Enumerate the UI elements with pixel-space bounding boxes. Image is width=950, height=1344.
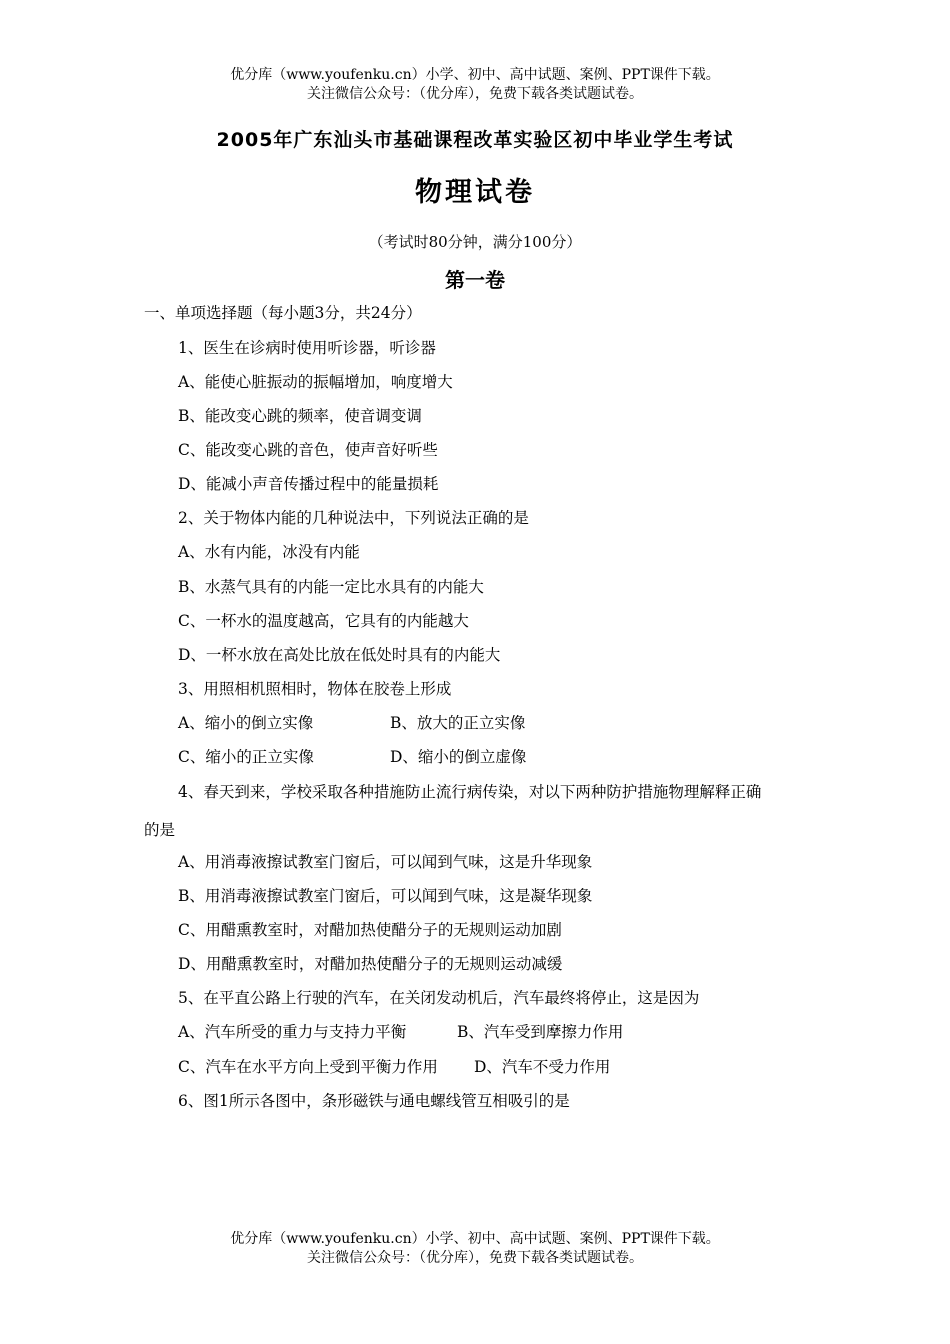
- question-2-stem: 2、关于物体内能的几种说法中，下列说法正确的是: [178, 509, 529, 527]
- question-4-option-a: A、用消毒液擦试教室门窗后，可以闻到气味，这是升华现象: [178, 853, 593, 871]
- question-1-option-b: B、能改变心跳的频率，使音调变调: [178, 407, 422, 425]
- question-1-stem: 1、医生在诊病时使用听诊器，听诊器: [178, 339, 436, 357]
- question-4-stem: 4、春天到来，学校采取各种措施防止流行病传染，对以下两种防护措施物理解释正确: [178, 783, 762, 801]
- question-3-stem: 3、用照相机照相时，物体在胶卷上形成: [178, 680, 452, 698]
- question-5-option-a: A、汽车所受的重力与支持力平衡: [178, 1023, 407, 1041]
- header-line-2: 关注微信公众号：（优分库），免费下载各类试题试卷。: [307, 86, 643, 102]
- exam-title: 2005年广东汕头市基础课程改革实验区初中毕业学生考试: [216, 129, 734, 151]
- page-header: [0, 66, 950, 104]
- question-3-option-b: B、放大的正立实像: [390, 714, 526, 732]
- question-3-option-a: A、缩小的倒立实像: [178, 714, 314, 732]
- question-4-stem-continued: 的是: [144, 821, 176, 839]
- time-note: （考试时80分钟，满分100分）: [368, 233, 582, 251]
- question-5-option-c: C、汽车在水平方向上受到平衡力作用: [178, 1058, 438, 1076]
- volume-heading: 第一卷: [445, 268, 505, 292]
- question-5-option-b: B、汽车受到摩擦力作用: [457, 1023, 624, 1041]
- question-4-option-d: D、用醋熏教室时，对醋加热使醋分子的无规则运动减缓: [178, 955, 563, 973]
- question-2-option-c: C、一杯水的温度越高，它具有的内能越大: [178, 612, 469, 630]
- question-4-option-c: C、用醋熏教室时，对醋加热使醋分子的无规则运动加剧: [178, 921, 562, 939]
- question-2-option-d: D、一杯水放在高处比放在低处时具有的内能大: [178, 646, 501, 664]
- footer-line-2: 关注微信公众号：（优分库），免费下载各类试题试卷。: [307, 1250, 643, 1266]
- question-1-option-d: D、能减小声音传播过程中的能量损耗: [178, 475, 439, 493]
- question-3-option-d: D、缩小的倒立虚像: [390, 748, 527, 766]
- footer-line-1: 优分库（www.youfenku.cn）小学、初中、高中试题、案例、PPT课件下载。: [230, 1231, 720, 1247]
- question-5-stem: 5、在平直公路上行驶的汽车，在关闭发动机后，汽车最终将停止，这是因为: [178, 989, 700, 1007]
- question-4-option-b: B、用消毒液擦试教室门窗后，可以闻到气味，这是凝华现象: [178, 887, 593, 905]
- question-1-option-a: A、能使心脏振动的振幅增加，响度增大: [178, 373, 453, 391]
- question-2-option-b: B、水蒸气具有的内能一定比水具有的内能大: [178, 578, 484, 596]
- subject-title: 物理试卷: [415, 177, 535, 208]
- question-1-option-c: C、能改变心跳的音色，使声音好听些: [178, 441, 438, 459]
- page-footer: [0, 1230, 950, 1268]
- question-6-stem: 6、图1所示各图中，条形磁铁与通电螺线管互相吸引的是: [178, 1092, 570, 1110]
- header-line-1: 优分库（www.youfenku.cn）小学、初中、高中试题、案例、PPT课件下载。: [230, 67, 720, 83]
- question-5-option-d: D、汽车不受力作用: [474, 1058, 611, 1076]
- section-heading: 一、单项选择题（每小题3分，共24分）: [144, 304, 422, 322]
- question-3-option-c: C、缩小的正立实像: [178, 748, 314, 766]
- question-2-option-a: A、水有内能，冰没有内能: [178, 543, 360, 561]
